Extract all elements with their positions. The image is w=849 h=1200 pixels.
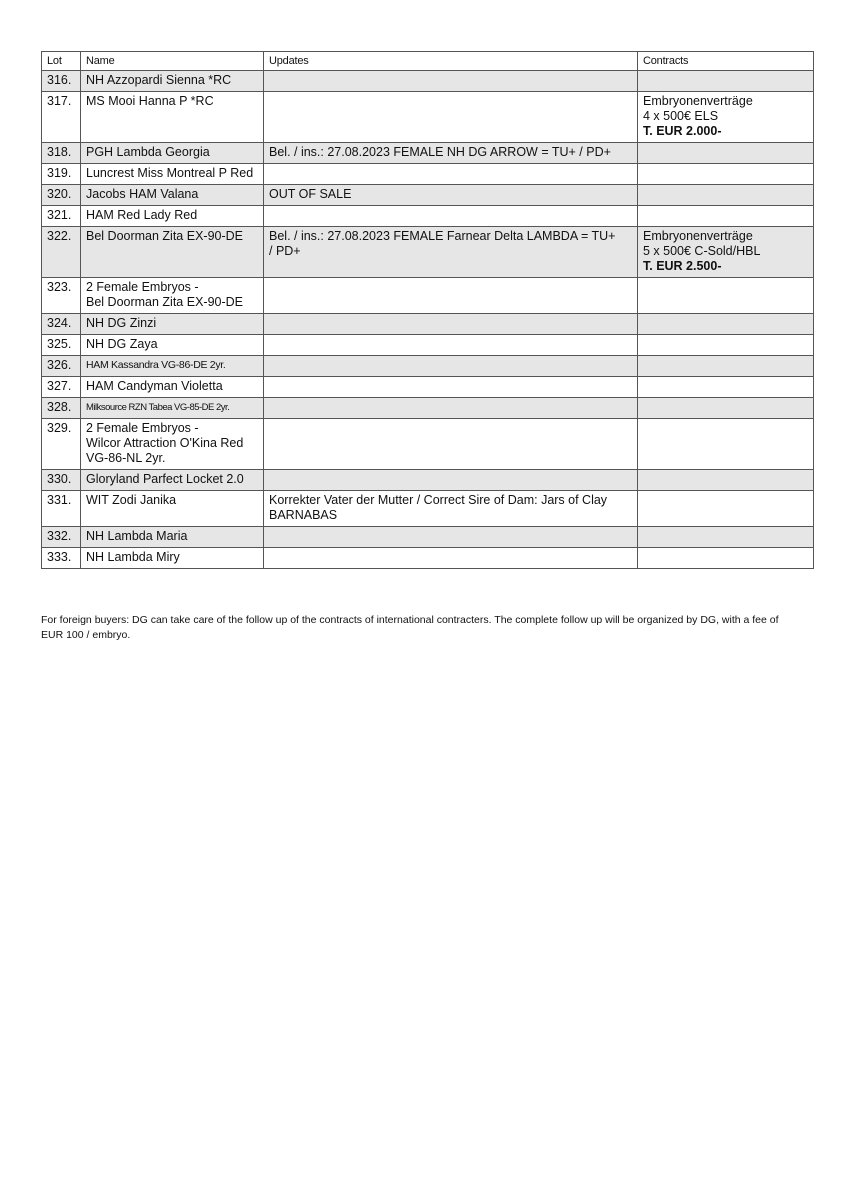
lot-contracts xyxy=(638,548,814,569)
lot-name: Jacobs HAM Valana xyxy=(81,185,264,206)
table-row xyxy=(42,335,814,356)
table-row xyxy=(42,527,814,548)
lot-contracts xyxy=(638,419,814,470)
table-row xyxy=(42,419,814,470)
lot-contracts xyxy=(638,335,814,356)
lot-updates xyxy=(264,278,638,314)
lot-updates: Bel. / ins.: 27.08.2023 FEMALE NH DG ARROW = TU+ / PD+ xyxy=(264,143,638,164)
lot-name: MS Mooi Hanna P *RC xyxy=(81,92,264,143)
lot-updates xyxy=(264,335,638,356)
table-row xyxy=(42,185,814,206)
lot-name: Gloryland Parfect Locket 2.0 xyxy=(81,470,264,491)
lot-contracts xyxy=(638,278,814,314)
lot-contracts xyxy=(638,527,814,548)
lot-updates: OUT OF SALE xyxy=(264,185,638,206)
table-row xyxy=(42,377,814,398)
header-updates: Updates xyxy=(264,52,638,71)
lot-updates xyxy=(264,356,638,377)
lot-contracts xyxy=(638,227,814,278)
lots-table xyxy=(41,51,814,569)
contract-total: T. EUR 2.500- xyxy=(643,259,722,273)
lot-number: 327. xyxy=(42,377,81,398)
lot-number: 317. xyxy=(42,92,81,143)
header-lot: Lot xyxy=(42,52,81,71)
lot-contracts xyxy=(638,71,814,92)
contract-line: Embryonenverträge xyxy=(643,229,753,243)
lot-contracts xyxy=(638,164,814,185)
lot-updates xyxy=(264,548,638,569)
lot-contracts xyxy=(638,398,814,419)
lot-number: 332. xyxy=(42,527,81,548)
lot-number: 329. xyxy=(42,419,81,470)
lot-name: Milksource RZN Tabea VG-85-DE 2yr. xyxy=(81,398,264,419)
lot-name: 2 Female Embryos - Bel Doorman Zita EX-90-DE xyxy=(81,278,264,314)
contract-line: 4 x 500€ ELS xyxy=(643,109,719,123)
lot-updates xyxy=(264,206,638,227)
lot-updates xyxy=(264,164,638,185)
table-row xyxy=(42,470,814,491)
footnote: For foreign buyers: DG can take care of the follow up of the contracts of international contracters. The complete follow up will be organized by DG, with a fee of EUR 100 / embryo. xyxy=(41,614,779,641)
lot-contracts xyxy=(638,356,814,377)
lot-name: NH DG Zinzi xyxy=(81,314,264,335)
lot-contracts xyxy=(638,470,814,491)
lot-name: WIT Zodi Janika xyxy=(81,491,264,527)
lot-number: 331. xyxy=(42,491,81,527)
lot-name: Luncrest Miss Montreal P Red xyxy=(81,164,264,185)
lot-updates: Korrekter Vater der Mutter / Correct Sire of Dam: Jars of Clay BARNABAS xyxy=(264,491,638,527)
lot-name: NH DG Zaya xyxy=(81,335,264,356)
lot-number: 321. xyxy=(42,206,81,227)
lot-updates xyxy=(264,398,638,419)
contract-total: T. EUR 2.000- xyxy=(643,124,722,138)
lot-contracts xyxy=(638,206,814,227)
lot-number: 326. xyxy=(42,356,81,377)
table-row xyxy=(42,314,814,335)
lot-contracts xyxy=(638,185,814,206)
lot-name: NH Lambda Maria xyxy=(81,527,264,548)
lot-updates xyxy=(264,92,638,143)
table-row xyxy=(42,398,814,419)
table-row xyxy=(42,491,814,527)
table-row xyxy=(42,71,814,92)
lot-name: NH Lambda Miry xyxy=(81,548,264,569)
lot-name: HAM Candyman Violetta xyxy=(81,377,264,398)
lot-updates xyxy=(264,377,638,398)
lot-updates xyxy=(264,470,638,491)
lot-contracts xyxy=(638,491,814,527)
lot-name: PGH Lambda Georgia xyxy=(81,143,264,164)
table-row xyxy=(42,164,814,185)
lot-number: 324. xyxy=(42,314,81,335)
lot-updates xyxy=(264,419,638,470)
lot-updates xyxy=(264,71,638,92)
lot-number: 328. xyxy=(42,398,81,419)
lot-name: NH Azzopardi Sienna *RC xyxy=(81,71,264,92)
lot-number: 325. xyxy=(42,335,81,356)
lot-number: 318. xyxy=(42,143,81,164)
table-row xyxy=(42,356,814,377)
lot-updates: Bel. / ins.: 27.08.2023 FEMALE Farnear Delta LAMBDA = TU+ / PD+ xyxy=(264,227,638,278)
header-name: Name xyxy=(81,52,264,71)
header-contracts: Contracts xyxy=(638,52,814,71)
table-row xyxy=(42,206,814,227)
contract-line: 5 x 500€ C-Sold/HBL xyxy=(643,244,761,258)
lot-name: HAM Red Lady Red xyxy=(81,206,264,227)
table-body xyxy=(42,71,814,569)
table-row xyxy=(42,92,814,143)
lot-contracts xyxy=(638,314,814,335)
lot-updates xyxy=(264,527,638,548)
lot-name: 2 Female Embryos - Wilcor Attraction O'Kina Red VG-86-NL 2yr. xyxy=(81,419,264,470)
lot-updates xyxy=(264,314,638,335)
lot-name: HAM Kassandra VG-86-DE 2yr. xyxy=(81,356,264,377)
table-row xyxy=(42,278,814,314)
lot-number: 333. xyxy=(42,548,81,569)
lot-contracts xyxy=(638,377,814,398)
lot-number: 322. xyxy=(42,227,81,278)
lot-number: 323. xyxy=(42,278,81,314)
lot-contracts xyxy=(638,143,814,164)
lot-number: 316. xyxy=(42,71,81,92)
table-row xyxy=(42,227,814,278)
lot-number: 319. xyxy=(42,164,81,185)
table-row xyxy=(42,143,814,164)
lot-number: 320. xyxy=(42,185,81,206)
table-row xyxy=(42,548,814,569)
lot-contracts xyxy=(638,92,814,143)
lot-name: Bel Doorman Zita EX-90-DE xyxy=(81,227,264,278)
contract-line: Embryonenverträge xyxy=(643,94,753,108)
header-row xyxy=(42,52,814,71)
lot-number: 330. xyxy=(42,470,81,491)
